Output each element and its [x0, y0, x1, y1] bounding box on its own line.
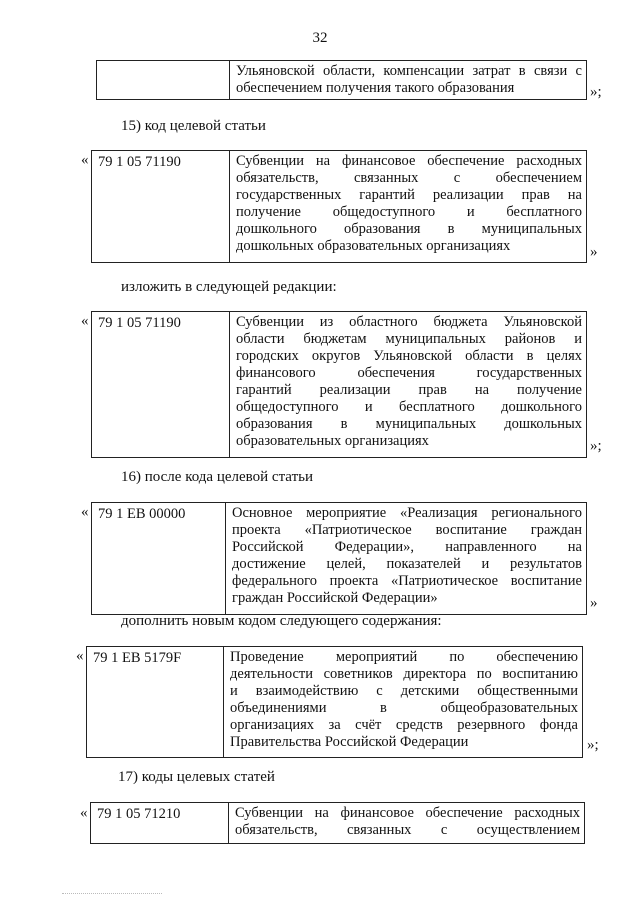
- item-16-heading: 16) после кода целевой статьи: [121, 469, 314, 485]
- code-cell: 79 1 05 71190: [92, 151, 230, 262]
- description-line: Субвенции из областного бюджета Ульяновской: [236, 314, 582, 330]
- description-line: Субвенции на финансовое обеспечение расходных: [235, 805, 580, 821]
- item-17-heading: 17) коды целевых статей: [118, 769, 275, 785]
- footer-dotted-line: [62, 893, 162, 894]
- description-line: граждан Российской Федерации»: [232, 590, 438, 606]
- description-cell: [226, 503, 586, 614]
- description-cell: [224, 647, 582, 757]
- description-line: Правительства Российской Федерации: [230, 734, 469, 750]
- code-row-71210: [90, 802, 585, 844]
- description-line: проекта «Патриотическое воспитание граждан: [232, 522, 582, 538]
- description-line: государственных гарантий реализации прав на: [236, 187, 582, 203]
- description-cell: [229, 803, 584, 843]
- edit-instruction: изложить в следующей редакции:: [121, 279, 337, 295]
- code-cell: 79 1 ЕВ 00000: [92, 503, 226, 614]
- closing-quote: »: [590, 244, 598, 260]
- description-line: Субвенции на финансовое обеспечение расходных: [236, 153, 582, 169]
- code-cell: 79 1 05 71210: [91, 803, 229, 843]
- description-line: Российской Федерации», направленного на: [232, 539, 582, 555]
- description-cell: [230, 312, 586, 457]
- description-line: финансового обеспечения государственных: [236, 365, 582, 381]
- description-line: федерального проекта «Патриотическое воспитание: [232, 573, 582, 589]
- description-line: городских округов Ульяновской области в целях: [236, 348, 582, 364]
- closing-quote: »;: [590, 84, 602, 100]
- code-cell-empty: [97, 61, 230, 99]
- code-row-old-71190: [91, 150, 587, 263]
- closing-quote: »: [590, 595, 598, 611]
- opening-quote: «: [81, 152, 89, 168]
- description-line: образовательных организациях: [236, 433, 429, 449]
- opening-quote: «: [76, 648, 84, 664]
- code-cell: 79 1 ЕВ 5179F: [87, 647, 224, 757]
- description-cell: [230, 151, 586, 262]
- description-line: объединениями в общеобразовательных: [230, 700, 578, 716]
- opening-quote: «: [81, 504, 89, 520]
- closing-quote: »;: [587, 737, 599, 753]
- description-line: и взаимодействию с детскими общественными: [230, 683, 578, 699]
- description-line: Ульяновской области, компенсации затрат в связи с: [236, 63, 582, 79]
- description-line: Основное мероприятие «Реализация регионального: [232, 505, 582, 521]
- continuation-row: [96, 60, 587, 100]
- description-line: обеспечением получения такого образования: [236, 80, 515, 96]
- description-line: получение общедоступного и бесплатного: [236, 204, 582, 220]
- add-instruction: дополнить новым кодом следующего содержания:: [121, 613, 442, 629]
- code-cell: 79 1 05 71190: [92, 312, 230, 457]
- description-line: обязательств, связанных с обеспечением: [236, 170, 582, 186]
- description-line: образования в муниципальных дошкольных: [236, 416, 582, 432]
- opening-quote: «: [80, 805, 88, 821]
- page-number: 32: [312, 30, 328, 46]
- code-row-eb00000: [91, 502, 587, 615]
- description-line: дошкольных образовательных организациях: [236, 238, 511, 254]
- description-cell: [230, 61, 586, 99]
- description-line: организациях за счёт средств резервного фонда: [230, 717, 578, 733]
- description-line: Проведение мероприятий по обеспечению: [230, 649, 578, 665]
- description-line: достижение целей, показателей и результатов: [232, 556, 582, 572]
- description-line: общедоступного и бесплатного дошкольного: [236, 399, 582, 415]
- description-line: дошкольного образования в муниципальных: [236, 221, 582, 237]
- closing-quote: »;: [590, 438, 602, 454]
- description-line: области бюджетам муниципальных районов и: [236, 331, 582, 347]
- opening-quote: «: [81, 313, 89, 329]
- description-line: гарантий реализации прав на получение: [236, 382, 582, 398]
- code-row-eb5179f: [86, 646, 583, 758]
- item-15-heading: 15) код целевой статьи: [121, 118, 266, 134]
- code-row-new-71190: [91, 311, 587, 458]
- description-line: обязательств, связанных с осуществлением: [235, 822, 580, 838]
- description-line: деятельности советников директора по воспитанию: [230, 666, 578, 682]
